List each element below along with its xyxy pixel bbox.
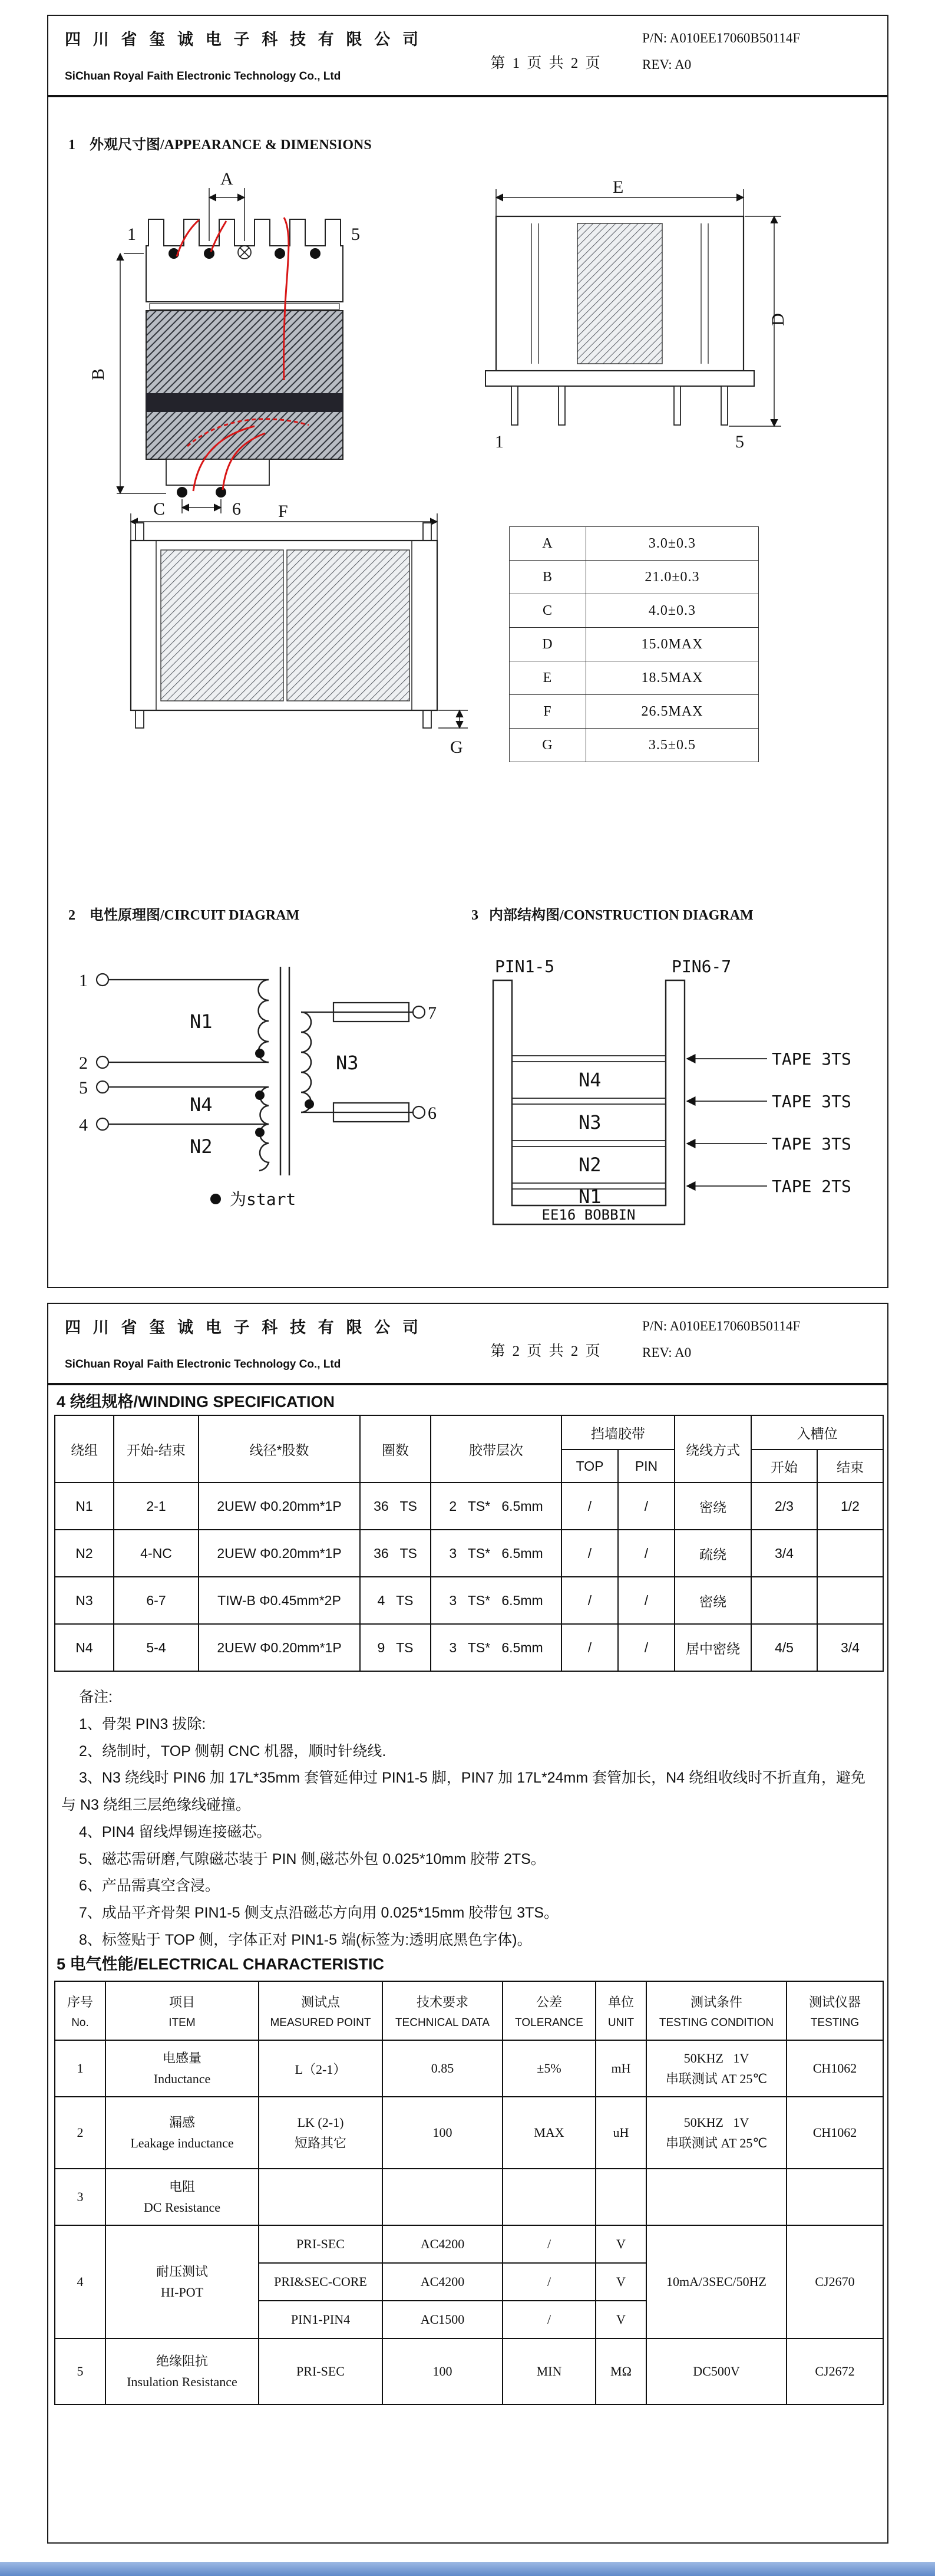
row-item <box>105 2169 259 2225</box>
tape-callout-arrows <box>687 1059 767 1186</box>
item-en: HI-POT <box>160 2285 204 2300</box>
table-row <box>55 1624 883 1671</box>
cond-line2: 串联测试 AT 25℃ <box>665 2071 768 2086</box>
row-no: 4 <box>55 2225 105 2338</box>
row-point <box>259 2097 382 2169</box>
winding-se: 2-1 <box>114 1483 199 1530</box>
tape-label-4: TAPE 2TS <box>772 1177 851 1196</box>
col-winding: 绕组 <box>55 1415 114 1483</box>
legend-start-text: 为start <box>230 1190 296 1209</box>
winding-pin: / <box>618 1483 675 1530</box>
row-equipment: CH1062 <box>787 2097 883 2169</box>
header-cn: 测试条件 <box>690 1994 742 2010</box>
row-unit <box>596 2169 646 2225</box>
col-tape-layer: 胶带层次 <box>431 1415 561 1483</box>
table-row <box>510 729 759 762</box>
dim-g-label: G <box>450 737 463 757</box>
header-cn: 技术要求 <box>416 1994 468 2010</box>
winding-tape: 3 TS* 6.5mm <box>431 1624 561 1671</box>
row-condition: DC500V <box>646 2338 787 2404</box>
pn-label: P/N: <box>642 31 668 45</box>
layer-n2-label: N2 <box>579 1154 602 1176</box>
legend-start-dot <box>210 1194 221 1204</box>
row-tolerance: MIN <box>503 2338 596 2404</box>
note-item: 2、绕制时，TOP 侧朝 CNC 机器，顺时针绕线. <box>79 1742 386 1760</box>
row-data <box>382 2169 503 2225</box>
table-row <box>510 561 759 594</box>
row-data: 0.85 <box>382 2040 503 2097</box>
winding-slot-end: 1/2 <box>817 1483 883 1530</box>
row-unit: MΩ <box>596 2338 646 2404</box>
company-name-cn: 四 川 省 玺 诚 电 子 科 技 有 限 公 司 <box>65 31 422 48</box>
winding-n4-label: N4 <box>190 1093 213 1116</box>
section3-title: 3 内部结构图/CONSTRUCTION DIAGRAM <box>471 908 754 923</box>
col-point <box>259 1981 382 2040</box>
winding-slot-end <box>817 1577 883 1624</box>
front-view-drawing <box>78 163 419 517</box>
winding-turns: 4 TS <box>360 1577 431 1624</box>
col-no <box>55 1981 105 2040</box>
winding-pin: / <box>618 1624 675 1671</box>
winding-method: 居中密绕 <box>675 1624 751 1671</box>
winding-slot-end <box>817 1530 883 1577</box>
rev-line <box>642 52 800 78</box>
side-pins <box>511 386 728 425</box>
side-pin5-label: 5 <box>735 432 744 452</box>
dim-e-label: E <box>613 177 624 197</box>
bottom-core-right <box>287 550 409 701</box>
table-row <box>55 1577 883 1624</box>
dim-key: F <box>510 695 586 729</box>
front-pin5-label: 5 <box>351 225 360 244</box>
part-number-block <box>642 1313 800 1366</box>
winding-coils <box>259 980 312 1171</box>
rev-value: A0 <box>675 57 692 72</box>
winding-se: 5-4 <box>114 1624 199 1671</box>
page1-header <box>48 16 887 97</box>
winding-n2-label: N2 <box>190 1135 213 1158</box>
row-data: AC4200 <box>382 2263 503 2301</box>
point-line1: LK (2-1) <box>297 2114 344 2130</box>
winding-wire: TIW-B Φ0.45mm*2P <box>199 1577 360 1624</box>
row-item <box>105 2097 259 2169</box>
dim-a-label: A <box>220 169 233 189</box>
winding-method: 疏绕 <box>675 1530 751 1577</box>
table-header-row <box>55 1981 883 2040</box>
table-row <box>510 628 759 661</box>
dim-value: 3.0±0.3 <box>586 527 758 561</box>
row-condition <box>646 2097 787 2169</box>
pn-value: A010EE17060B50114F <box>669 31 801 45</box>
winding-slot-end: 3/4 <box>817 1624 883 1671</box>
col-data <box>382 1981 503 2040</box>
col-slot-end: 结束 <box>817 1450 883 1483</box>
winding-name: N1 <box>55 1483 114 1530</box>
dim-key: E <box>510 661 586 695</box>
table-row <box>55 2040 883 2097</box>
note-item: 1、骨架 PIN3 拔除: <box>79 1715 206 1732</box>
pn-line <box>642 25 800 52</box>
winding-wire: 2UEW Φ0.20mm*1P <box>199 1483 360 1530</box>
cond-line1: 50KHZ 1V <box>683 2114 749 2130</box>
circuit-pin4-label: 4 <box>79 1115 88 1135</box>
winding-pin: / <box>618 1577 675 1624</box>
item-en: Insulation Resistance <box>127 2374 237 2389</box>
note-item: 6、产品需真空含浸。 <box>79 1877 220 1895</box>
dim-value: 21.0±0.3 <box>586 561 758 594</box>
cond-line2: 串联测试 AT 25℃ <box>665 2136 768 2150</box>
header-en: ITEM <box>169 2016 196 2029</box>
row-equipment: CJ2672 <box>787 2338 883 2404</box>
pin3-removed-mark <box>238 246 251 259</box>
row-unit: uH <box>596 2097 646 2169</box>
rev-label: REV: <box>642 57 672 72</box>
winding-top: / <box>561 1530 618 1577</box>
page2-header <box>48 1304 887 1385</box>
table-row <box>510 527 759 561</box>
core-body <box>146 311 343 459</box>
col-start-end: 开始-结束 <box>114 1415 199 1483</box>
row-equipment: CJ2670 <box>787 2225 883 2338</box>
construction-diagram <box>449 946 861 1241</box>
dim-key: C <box>510 594 586 628</box>
winding-tape: 2 TS* 6.5mm <box>431 1483 561 1530</box>
layer-n3-label: N3 <box>579 1111 602 1134</box>
dim-value: 18.5MAX <box>586 661 758 695</box>
table-row <box>55 2169 883 2225</box>
dim-key: D <box>510 628 586 661</box>
col-equipment <box>787 1981 883 2040</box>
winding-pin: / <box>618 1530 675 1577</box>
front-pin1-label: 1 <box>127 225 136 244</box>
table-header-row <box>55 1415 883 1450</box>
row-point <box>259 2169 382 2225</box>
col-wire: 线径*股数 <box>199 1415 360 1483</box>
header-cn: 测试点 <box>300 1994 340 2010</box>
rev-value: A0 <box>675 1345 692 1360</box>
pin1-5-label: PIN1-5 <box>495 957 555 976</box>
bobbin-type-label: EE16 BOBBIN <box>541 1207 636 1223</box>
winding-method: 密绕 <box>675 1483 751 1530</box>
page-number: 第 1 页 共 2 页 <box>490 55 602 71</box>
tape-label-2: TAPE 3TS <box>772 1092 851 1111</box>
item-cn: 耐压测试 <box>156 2264 208 2279</box>
winding-spec-table <box>54 1415 884 1672</box>
header-en: TESTING <box>810 2016 860 2029</box>
item-en: Leakage inductance <box>130 2136 234 2150</box>
dim-c-label: C <box>153 499 166 517</box>
row-unit: V <box>596 2301 646 2338</box>
row-condition <box>646 2169 787 2225</box>
dim-f-label: F <box>278 502 288 521</box>
item-en: Inductance <box>153 2071 211 2086</box>
col-slot-start: 开始 <box>751 1450 817 1483</box>
item-en: DC Resistance <box>143 2200 221 2215</box>
row-point: PRI-SEC <box>259 2225 382 2263</box>
col-turns: 圈数 <box>360 1415 431 1483</box>
dimension-table <box>509 526 759 762</box>
header-cn: 单位 <box>607 1994 634 2010</box>
table-row <box>510 661 759 695</box>
row-no: 2 <box>55 2097 105 2169</box>
winding-top: / <box>561 1483 618 1530</box>
winding-tape: 3 TS* 6.5mm <box>431 1530 561 1577</box>
dim-b-label: B <box>88 368 108 380</box>
core-dark-band <box>146 393 343 412</box>
side-core-center-leg <box>577 223 662 364</box>
table-row <box>510 594 759 628</box>
row-no: 3 <box>55 2169 105 2225</box>
company-name-en: SiChuan Royal Faith Electronic Technology Co., Ltd <box>65 1358 341 1371</box>
notes-title: 备注: <box>79 1689 113 1705</box>
tape-label-1: TAPE 3TS <box>772 1049 851 1069</box>
company-name-cn: 四 川 省 玺 诚 电 子 科 技 有 限 公 司 <box>65 1319 422 1336</box>
table-row <box>55 2225 883 2263</box>
winding-tape: 3 TS* 6.5mm <box>431 1577 561 1624</box>
page-1 <box>47 15 888 1288</box>
row-unit: mH <box>596 2040 646 2097</box>
winding-name: N4 <box>55 1624 114 1671</box>
header-en: TECHNICAL DATA <box>395 2016 490 2029</box>
side-view-drawing <box>461 168 791 463</box>
circuit-pin1-label: 1 <box>79 971 88 990</box>
winding-top: / <box>561 1577 618 1624</box>
winding-n3-label: N3 <box>336 1052 359 1074</box>
col-pin: PIN <box>618 1450 675 1483</box>
winding-name: N2 <box>55 1530 114 1577</box>
header-en: MEASURED POINT <box>270 2016 371 2029</box>
winding-wire: 2UEW Φ0.20mm*1P <box>199 1530 360 1577</box>
row-tolerance: / <box>503 2263 596 2301</box>
row-unit: V <box>596 2263 646 2301</box>
row-tolerance: ±5% <box>503 2040 596 2097</box>
winding-turns: 9 TS <box>360 1624 431 1671</box>
front-pin6-label: 6 <box>232 499 241 517</box>
row-tolerance: / <box>503 2301 596 2338</box>
circuit-pin7-label: 7 <box>428 1003 437 1023</box>
row-point: PIN1-PIN4 <box>259 2301 382 2338</box>
table-row <box>55 2097 883 2169</box>
layer-n1-label: N1 <box>579 1185 602 1208</box>
notes-block <box>61 1684 877 1954</box>
header-en: TESTING CONDITION <box>659 2016 774 2029</box>
side-bobbin-flange <box>485 371 754 386</box>
circuit-pin2-label: 2 <box>79 1053 88 1073</box>
table-row <box>55 1530 883 1577</box>
winding-wire: 2UEW Φ0.20mm*1P <box>199 1624 360 1671</box>
tape-label-3: TAPE 3TS <box>772 1134 851 1154</box>
row-no: 5 <box>55 2338 105 2404</box>
table-row <box>510 695 759 729</box>
winding-se: 6-7 <box>114 1577 199 1624</box>
company-name-en: SiChuan Royal Faith Electronic Technology Co., Ltd <box>65 70 341 83</box>
winding-turns: 36 TS <box>360 1483 431 1530</box>
pn-value: A010EE17060B50114F <box>669 1319 801 1333</box>
layer-n4-label: N4 <box>579 1069 602 1091</box>
winding-top: / <box>561 1624 618 1671</box>
item-cn: 漏感 <box>169 2114 195 2130</box>
bottom-blue-bar <box>0 2562 935 2576</box>
dim-key: B <box>510 561 586 594</box>
row-point: L（2-1） <box>259 2040 382 2097</box>
winding-slot-start: 3/4 <box>751 1530 817 1577</box>
dim-value: 3.5±0.5 <box>586 729 758 762</box>
section2-title: 2 电性原理图/CIRCUIT DIAGRAM <box>68 908 300 923</box>
row-tolerance: MAX <box>503 2097 596 2169</box>
winding-turns: 36 TS <box>360 1530 431 1577</box>
header-cn: 序号 <box>67 1994 93 2010</box>
page-number: 第 2 页 共 2 页 <box>490 1343 602 1359</box>
pn-label: P/N: <box>642 1319 668 1333</box>
item-cn: 绝缘阻抗 <box>156 2353 208 2369</box>
dim-g <box>438 710 468 728</box>
winding-slot-start <box>751 1577 817 1624</box>
winding-se: 4-NC <box>114 1530 199 1577</box>
winding-slot-start: 4/5 <box>751 1624 817 1671</box>
col-top: TOP <box>561 1450 618 1483</box>
bobbin-gap-strip <box>150 304 339 309</box>
bobbin-bottom-flange <box>166 459 269 485</box>
note-item: 8、标签贴于 TOP 侧，字体正对 PIN1-5 端(标签为:透明底黑色字体)。 <box>79 1931 532 1948</box>
bottom-view-drawing <box>77 498 489 763</box>
row-condition <box>646 2040 787 2097</box>
col-method: 绕线方式 <box>675 1415 751 1483</box>
dim-value: 4.0±0.3 <box>586 594 758 628</box>
side-pin1-label: 1 <box>495 432 504 452</box>
col-tolerance <box>503 1981 596 2040</box>
col-slot: 入槽位 <box>751 1415 883 1450</box>
dim-value: 26.5MAX <box>586 695 758 729</box>
item-cn: 电阻 <box>169 2179 195 2194</box>
header-cn: 项目 <box>169 1994 195 2010</box>
col-item <box>105 1981 259 2040</box>
circuit-diagram <box>61 933 438 1221</box>
dim-value: 15.0MAX <box>586 628 758 661</box>
col-condition <box>646 1981 787 2040</box>
row-item <box>105 2040 259 2097</box>
row-unit: V <box>596 2225 646 2263</box>
row-no: 1 <box>55 2040 105 2097</box>
note-item: 4、PIN4 留线焊锡连接磁芯。 <box>79 1823 272 1840</box>
header-en: UNIT <box>607 2016 635 2029</box>
col-wall-tape: 挡墙胶带 <box>561 1415 675 1450</box>
row-data: AC1500 <box>382 2301 503 2338</box>
note-item: 5、磁芯需研磨,气隙磁芯装于 PIN 侧,磁芯外包 0.025*10mm 胶带 2TS。 <box>79 1850 546 1867</box>
row-data: 100 <box>382 2097 503 2169</box>
header-cn: 测试仪器 <box>808 1994 861 2010</box>
electrical-table <box>54 1981 884 2405</box>
row-condition: 10mA/3SEC/50HZ <box>646 2225 787 2338</box>
circuit-pin6-label: 6 <box>428 1103 437 1123</box>
header-en: No. <box>71 2016 89 2029</box>
row-data: AC4200 <box>382 2225 503 2263</box>
winding-slot-start: 2/3 <box>751 1483 817 1530</box>
pin6-7-label: PIN6-7 <box>672 957 732 976</box>
row-point: PRI&SEC-CORE <box>259 2263 382 2301</box>
col-unit <box>596 1981 646 2040</box>
row-equipment <box>787 2169 883 2225</box>
row-item <box>105 2338 259 2404</box>
rev-label: REV: <box>642 1345 672 1360</box>
header-cn: 公差 <box>536 1994 562 2010</box>
row-data: 100 <box>382 2338 503 2404</box>
dim-key: A <box>510 527 586 561</box>
cond-line1: 50KHZ 1V <box>683 2050 749 2066</box>
note-item: 7、成品平齐骨架 PIN1-5 侧支点沿磁芯方向用 0.025*15mm 胶带包 3TS。 <box>79 1905 559 1921</box>
pn-line <box>642 1313 800 1340</box>
core-lines <box>280 967 289 1175</box>
dim-key: G <box>510 729 586 762</box>
part-number-block <box>642 25 800 78</box>
section1-title: 1 外观尺寸图/APPEARANCE & DIMENSIONS <box>68 137 372 153</box>
table-row <box>55 2338 883 2404</box>
row-equipment: CH1062 <box>787 2040 883 2097</box>
table-row <box>55 1483 883 1530</box>
winding-n1-label: N1 <box>190 1010 213 1033</box>
note-item: 3、N3 绕线时 PIN6 加 17L*35mm 套管延伸过 PIN1-5 脚，PIN7 加 17L*24mm 套管加长，N4 绕组收线时不折直角，避免与 N3 绕组三层绝缘线碰撞。 <box>61 1770 865 1813</box>
row-point: PRI-SEC <box>259 2338 382 2404</box>
winding-method: 密绕 <box>675 1577 751 1624</box>
page-2 <box>47 1303 888 2544</box>
winding-name: N3 <box>55 1577 114 1624</box>
header-en: TOLERANCE <box>515 2016 583 2029</box>
row-tolerance <box>503 2169 596 2225</box>
point-line2: 短路其它 <box>294 2136 346 2150</box>
section4-title: 4 绕组规格/WINDING SPECIFICATION <box>57 1393 335 1411</box>
bottom-core-left <box>161 550 283 701</box>
section5-title: 5 电气性能/ELECTRICAL CHARACTERISTIC <box>57 1955 385 1973</box>
row-item <box>105 2225 259 2338</box>
rev-line <box>642 1340 800 1366</box>
bottom-pins <box>177 487 226 498</box>
circuit-pin5-label: 5 <box>79 1078 88 1098</box>
row-tolerance: / <box>503 2225 596 2263</box>
dim-d-label: D <box>768 313 788 326</box>
item-cn: 电感量 <box>162 2050 201 2066</box>
